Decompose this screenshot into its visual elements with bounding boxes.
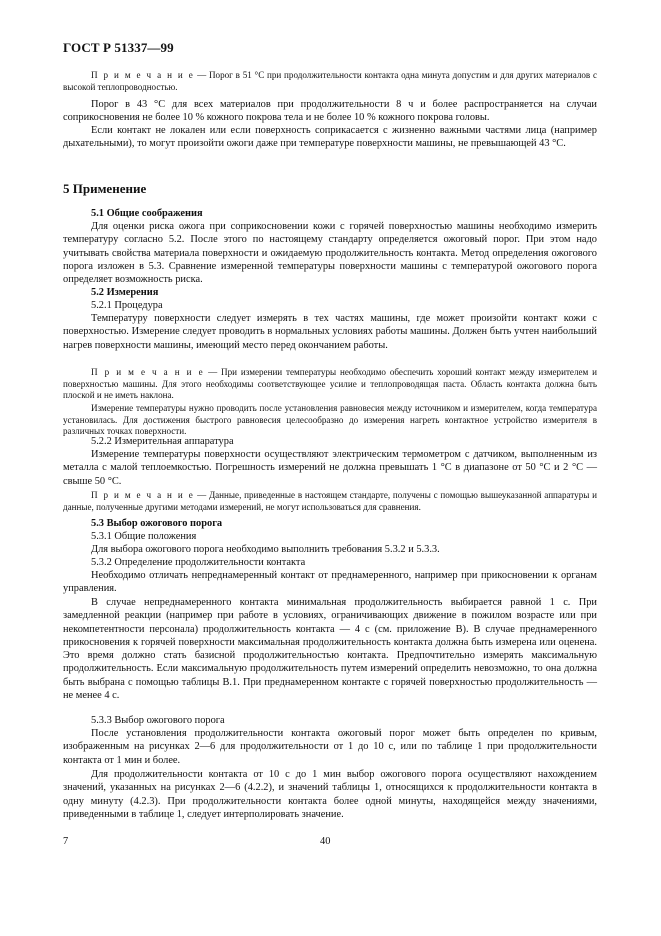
note-1: [63, 70, 597, 93]
note-2-continued: Измерение температуры нужно проводить после установления равновесия между источником и измерителем, когда температура установилась. Для достижения быстрого равновесия целесообразно до измерения нагреть контактное устройство измерителя в различных точках поверхности.: [63, 403, 597, 437]
paragraph: Для продолжительности контакта от 10 с до 1 мин выбор ожогового порога осуществляют нахождением значений, указанных на рисунках 2—6 (4.2.2), и значений таблицы 1, относящихся к продолжительности контакта в одну минуту (4.2.3). При продолжительности контакта более одной минуты, находящейся между значениями, приведенными в таблице 1, следует интерполировать значение.: [63, 769, 597, 820]
clause-heading: 5.3.3 Выбор ожогового порога: [91, 715, 225, 726]
paragraph: После установления продолжительности контакта ожоговый порог может быть определен по кривым, изображенным на рисунках 2—6 для продолжительности от 1 до 10 с, или по таблице 1 при продолжительности контакта от 1 мин и более.: [63, 728, 597, 766]
section-heading: 5 Применение: [63, 181, 147, 196]
note-3: [63, 490, 597, 513]
document-header: ГОСТ Р 51337—99: [63, 40, 174, 55]
note-label: П р и м е ч а н и е: [91, 367, 205, 377]
paragraph: Температуру поверхности следует измерять в тех частях машины, где может произойти контакт кожи с поверхностью. Измерение следует проводить в нормальных условиях работы машины. Должен быть учтен наибольший нагрев поверхности машины, имеющий место перед окончанием работы.: [63, 313, 597, 351]
clause-heading: 5.2.1 Процедура: [91, 300, 163, 311]
paragraph: Для оценки риска ожога при соприкосновении кожи с горячей поверхностью машины необходимо измерить температуру согласно 5.2. После этого по настоящему стандарту определяется ожоговый порог. При этом надо учитывать свойства материала поверхности и ожидаемую продолжительность контакта. Метод определения ожогового порога изложен в 5.3. Сравнение измеренной температуры поверхности машины с температурой ожогового порога определяет возможность риска.: [63, 221, 597, 286]
clause-heading: 5.3.1 Общие положения: [91, 531, 197, 542]
subsection-heading: 5.2 Измерения: [91, 287, 159, 298]
paragraph: Порог в 43 °С для всех материалов при продолжительности 8 ч и более распространяется на случаи соприкосновения не более 10 % кожного покрова тела и не более 10 % кожного покрова головы.: [63, 99, 597, 124]
subsection-heading: 5.3 Выбор ожогового порога: [91, 518, 223, 529]
paragraph: Для выбора ожогового порога необходимо выполнить требования 5.3.2 и 5.3.3.: [91, 544, 440, 555]
note-label: П р и м е ч а н и е: [91, 490, 195, 500]
footer-left-number: 7: [63, 836, 69, 847]
paragraph: Необходимо отличать непреднамеренный контакт от преднамеренного, например при прикосновении к органам управления.: [63, 570, 597, 595]
note-2: [63, 367, 597, 402]
subsection-heading: 5.1 Общие соображения: [91, 208, 203, 219]
paragraph: Измерение температуры поверхности осуществляют электрическим термометром с датчиком, выполненным из металла с малой теплоемкостью. Погрешность измерений не должна превышать 1 °С в диапазоне от 50 °С и 2 °С — свыше 50 °С.: [63, 449, 597, 487]
clause-heading: 5.3.2 Определение продолжительности контакта: [91, 557, 306, 568]
note-text: — Данные, приведенные в настоящем стандарте, получены с помощью вышеуказанной аппаратуры и данные, полученные другими методами измерений, не могут использоваться для сравнения.: [63, 490, 597, 512]
clause-heading: 5.2.2 Измерительная аппаратура: [91, 436, 234, 447]
note-text: — При измерении температуры необходимо обеспечить хороший контакт между измерителем и поверхностью машины. Для этого необходимы соответствующее усилие и теплопроводящая паста. Область контакта должна быть плоской и не иметь наклона.: [63, 367, 597, 401]
paragraph: В случае непреднамеренного контакта минимальная продолжительность выбирается равной 1 с. При замедленной реакции (например при работе в условиях, ограничивающих движение в пожилом возрасте или при некомпетентности персонала) продолжительность контакта — 4 с (см. приложение В). В случае преднамеренного прикосновения к горячей поверхности максимальная продолжительность контакта должна быть измерена или оценена. Это время должно стать базисной продолжительностью контакта. Предпочтительно измерять максимальную продолжительность. Если максимальную продолжительность путем измерений определить невозможно, то она должна быть выбрана с помощью таблицы В.1. При преднамеренном контакте с горячей поверхностью продолжительность — не менее 4 с.: [63, 597, 597, 702]
note-label: П р и м е ч а н и е: [91, 70, 195, 80]
page-number: 40: [320, 836, 331, 847]
paragraph: Если контакт не локален или если поверхность соприкасается с жизненно важными частями лица (например дыхательными), то могут произойти ожоги даже при температуре поверхности машины, не превышающей 43 °С.: [63, 125, 597, 150]
note-text: — Порог в 51 °С при продолжительности контакта одна минута допустим и для других материалов с высокой теплопроводностью.: [63, 70, 598, 92]
